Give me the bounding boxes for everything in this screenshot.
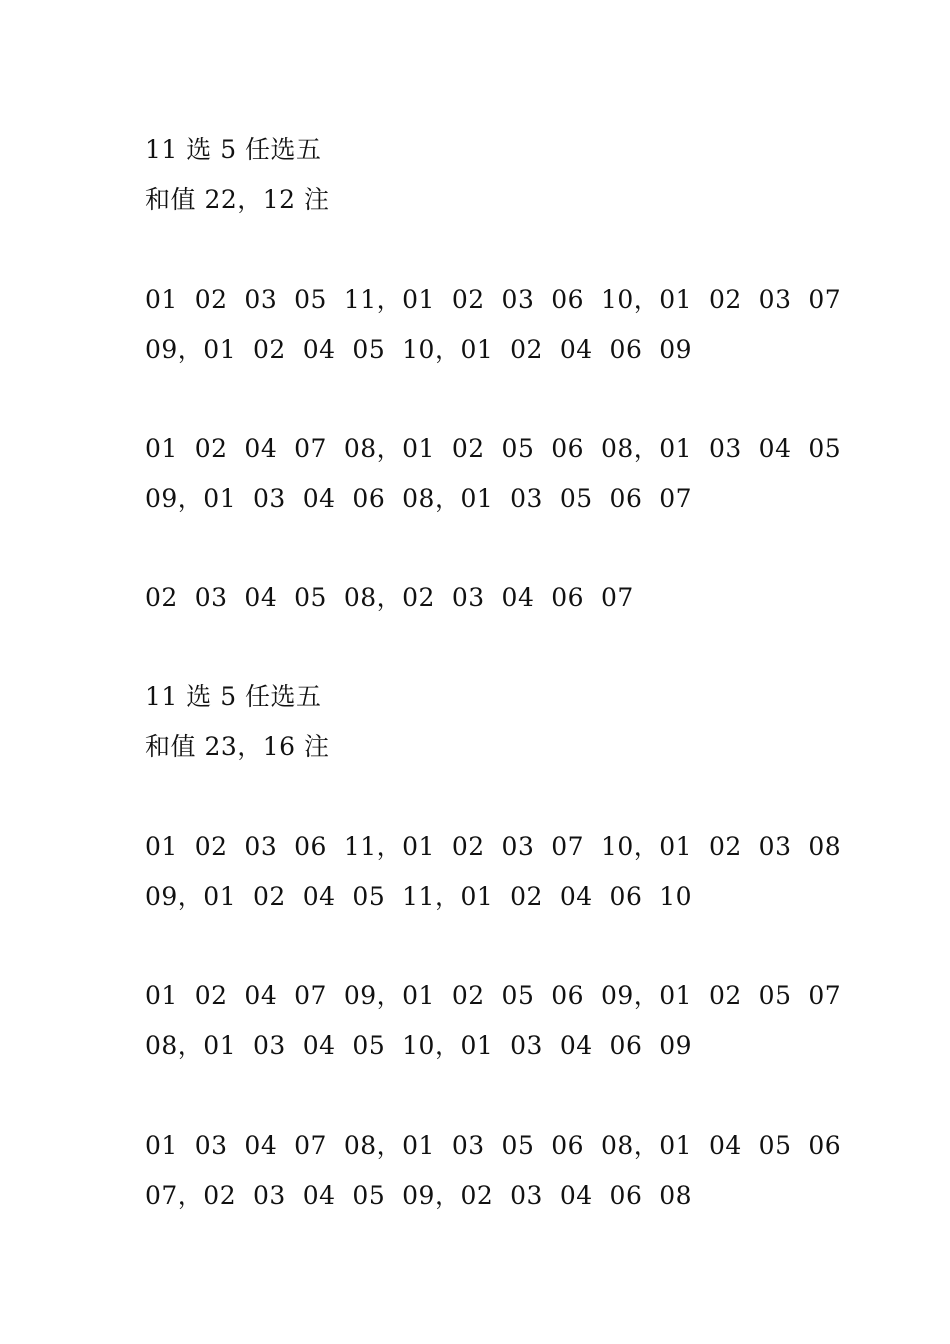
combination-line: 01 02 04 07 09，01 02 05 06 09，01 02 05 07 xyxy=(145,981,842,1010)
combination-line: 09，01 03 04 06 08，01 03 05 06 07 xyxy=(145,484,693,513)
combination-line: 07，02 03 04 05 09，02 03 04 06 08 xyxy=(145,1181,693,1210)
combination-line: 09，01 02 04 05 11，01 02 04 06 10 xyxy=(145,882,693,911)
combination-line: 02 03 04 05 08，02 03 04 06 07 xyxy=(145,583,634,612)
combination-line: 01 02 03 05 11，01 02 03 06 10，01 02 03 07 xyxy=(145,285,842,314)
combination-line: 09，01 02 04 05 10，01 02 04 06 09 xyxy=(145,335,693,364)
section-subtitle: 和值 22，12 注 xyxy=(145,185,330,214)
section-title: 11 选 5 任选五 xyxy=(145,135,322,164)
combination-line: 08，01 03 04 05 10，01 03 04 06 09 xyxy=(145,1031,693,1060)
combination-line: 01 03 04 07 08，01 03 05 06 08，01 04 05 06 xyxy=(145,1131,842,1160)
section-subtitle: 和值 23，16 注 xyxy=(145,732,330,761)
combination-line: 01 02 04 07 08，01 02 05 06 08，01 03 04 05 xyxy=(145,434,842,463)
combination-line: 01 02 03 06 11，01 02 03 07 10，01 02 03 08 xyxy=(145,832,842,861)
section-title: 11 选 5 任选五 xyxy=(145,682,322,711)
